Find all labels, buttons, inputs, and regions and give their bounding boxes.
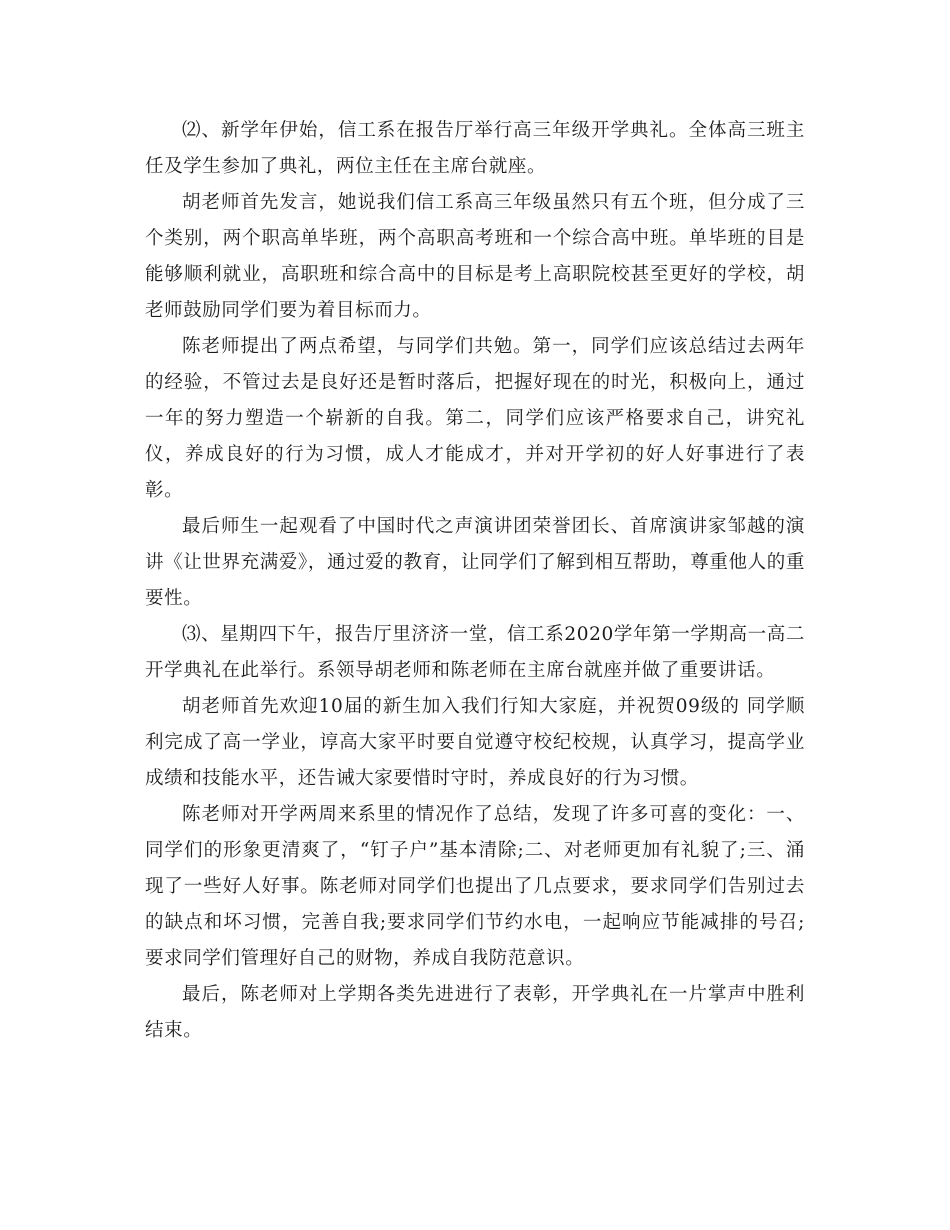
paragraph-4: 最后师生一起观看了中国时代之声演讲团荣誉团长、首席演讲家邹越的演讲《让世界充满爱》，通过爱的教育，让同学们了解到相互帮助，尊重他人的重要性。 bbox=[145, 516, 805, 609]
paragraph-5: ⑶、星期四下午，报告厅里济济一堂，信工系2020学年第一学期高一高二开学典礼在此举行。系领导胡老师和陈老师在主席台就座并做了重要讲话。 bbox=[145, 624, 805, 681]
paragraph-1: ⑵、新学年伊始，信工系在报告厅举行高三年级开学典礼。全体高三班主任及学生参加了典礼，两位主任在主席台就座。 bbox=[145, 120, 805, 177]
paragraph-7: 陈老师对开学两周来系里的情况作了总结，发现了许多可喜的变化：一、同学们的形象更清爽了，“钉子户”基本清除;二、对老师更加有礼貌了;三、涌现了一些好人好事。陈老师对同学们也提出了几点要求，要求同学们告别过去的缺点和坏习惯，完善自我;要求同学们节约水电，一起响应节能减排的号召;要求同学们管理好自己的财物，养成自我防范意识。 bbox=[145, 804, 805, 969]
paragraph-8: 最后，陈老师对上学期各类先进进行了表彰，开学典礼在一片掌声中胜利结束。 bbox=[145, 984, 805, 1041]
paragraph-3: 陈老师提出了两点希望，与同学们共勉。第一，同学们应该总结过去两年的经验，不管过去是良好还是暂时落后，把握好现在的时光，积极向上，通过一年的努力塑造一个崭新的自我。第二，同学们应该严格要求自己，讲究礼仪，养成良好的行为习惯，成人才能成才，并对开学初的好人好事进行了表彰。 bbox=[145, 336, 805, 501]
paragraph-6: 胡老师首先欢迎10届的新生加入我们行知大家庭，并祝贺09级的 同学顺利完成了高一学业，谆高大家平时要自觉遵守校纪校规，认真学习，提高学业成绩和技能水平，还告诫大家要惜时守时，养成良好的行为习惯。 bbox=[145, 696, 805, 789]
document-body bbox=[145, 113, 805, 1049]
paragraph-2: 胡老师首先发言，她说我们信工系高三年级虽然只有五个班，但分成了三个类别，两个职高单毕班，两个高职高考班和一个综合高中班。单毕班的目是能够顺利就业，高职班和综合高中的目标是考上高职院校甚至更好的学校，胡老师鼓励同学们要为着目标而力。 bbox=[145, 192, 805, 321]
